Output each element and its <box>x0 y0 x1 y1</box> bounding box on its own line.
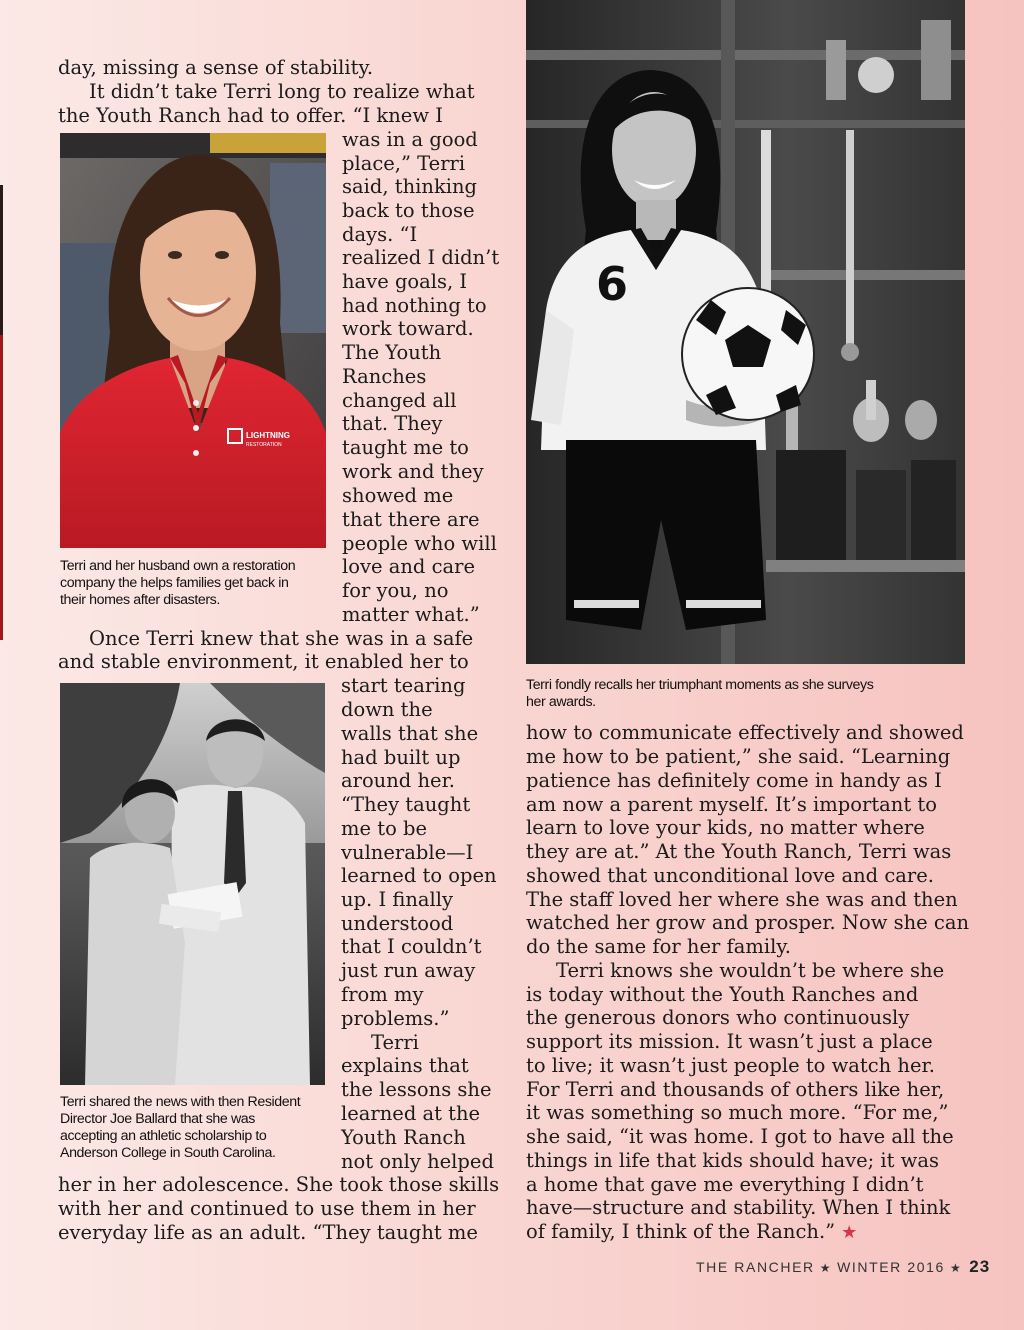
text-line: that I couldn’t <box>341 935 482 958</box>
text-line: support its mission. It wasn’t just a place <box>526 1030 933 1053</box>
text-line: problems.” <box>341 1007 450 1030</box>
publication-name: THE RANCHER <box>696 1259 815 1275</box>
text-line: learn to love your kids, no matter where <box>526 816 925 839</box>
star-icon: ★ <box>819 1261 833 1275</box>
text-line: realized I didn’t <box>342 246 500 269</box>
text-line: everyday life as an adult. “They taught me <box>58 1221 478 1244</box>
text-line: just run away <box>341 959 476 982</box>
text-line: me to be <box>341 817 428 840</box>
text-line: showed me <box>342 484 454 507</box>
text-line: of family, I think of the Ranch.” <box>526 1220 836 1243</box>
text-line: me how to be patient,” she said. “Learning <box>526 745 951 768</box>
text-line: The staff loved her where she was and then <box>526 888 958 911</box>
text-line: up. I finally <box>341 888 454 911</box>
text-line: explains that <box>341 1054 469 1077</box>
text-line: the generous donors who continuously <box>526 1006 910 1029</box>
text-line: with her and continued to use them in her <box>58 1197 476 1220</box>
text-line: do the same for her family. <box>526 935 791 958</box>
caption-line: their homes after disasters. <box>60 592 220 608</box>
page-edge-red-strip <box>0 335 3 640</box>
text-line: things in life that kids should have; it was <box>526 1149 939 1172</box>
text-line: Once Terri knew that she was in a safe <box>89 627 474 650</box>
text-line: for you, no <box>342 579 449 602</box>
text-line: taught me to <box>342 436 469 459</box>
text-line: she said, “it was home. I got to have all the <box>526 1125 954 1148</box>
text-line: around her. <box>341 769 455 792</box>
text-line: days. “I <box>342 223 418 246</box>
page-footer <box>696 1257 990 1277</box>
text-line: that there are <box>342 508 480 531</box>
text-line: to live; it wasn’t just people to watch her. <box>526 1054 935 1077</box>
text-line: Terri knows she wouldn’t be where she <box>556 959 945 982</box>
text-line: had built up <box>341 746 461 769</box>
text-line: not only helped <box>341 1150 494 1173</box>
text-line: learned to open <box>341 864 497 887</box>
star-icon: ★ <box>949 1261 963 1275</box>
text-line: am now a parent myself. It’s important to <box>526 793 937 816</box>
caption-line: accepting an athletic scholarship to <box>60 1128 267 1144</box>
text-line: place,” Terri <box>342 152 466 175</box>
photo-terri-red-polo <box>60 133 326 548</box>
text-line: work toward. <box>342 317 474 340</box>
text-line: they are at.” At the Youth Ranch, Terri was <box>526 840 952 863</box>
text-line: Ranches <box>342 365 427 388</box>
text-line: The Youth <box>342 341 442 364</box>
issue-name: WINTER 2016 <box>837 1259 945 1275</box>
text-line: patience has definitely come in handy as I <box>526 769 942 792</box>
text-line: showed that unconditional love and care. <box>526 864 934 887</box>
text-line: watched her grow and prosper. Now she can <box>526 911 970 934</box>
caption-line: company the helps families get back in <box>60 575 289 591</box>
text-line: matter what.” <box>342 603 480 626</box>
text-line: understood <box>341 912 454 935</box>
text-line: have goals, I <box>342 270 468 293</box>
text-line: and stable environment, it enabled her to <box>58 650 469 673</box>
text-line: was in a good <box>342 128 478 151</box>
end-star-icon: ★ <box>841 1222 858 1243</box>
text-line: from my <box>341 983 424 1006</box>
text-line: people who will <box>342 532 497 555</box>
text-line: that. They <box>342 412 443 435</box>
text-line: Terri <box>371 1031 419 1054</box>
text-line: her in her adolescence. She took those skills <box>58 1173 500 1196</box>
text-line: the Youth Ranch had to offer. “I knew I <box>58 104 443 127</box>
text-line: how to communicate effectively and showed <box>526 721 964 744</box>
page-edge-dark-strip <box>0 185 3 335</box>
text-line: the lessons she <box>341 1078 492 1101</box>
text-line: down the <box>341 698 433 721</box>
text-line: walls that she <box>341 722 479 745</box>
caption-line: her awards. <box>526 694 596 710</box>
text-line: a home that gave me everything I didn’t <box>526 1173 924 1196</box>
text-line: “They taught <box>341 793 471 816</box>
caption-line: Terri and her husband own a restoration <box>60 558 296 574</box>
text-line: learned at the <box>341 1102 481 1125</box>
page-number: 23 <box>969 1257 991 1276</box>
shirt-logo-text: LIGHTNING <box>246 431 290 440</box>
text-line: For Terri and thousands of others like her, <box>526 1078 945 1101</box>
text-line: start tearing <box>341 674 466 697</box>
text-line: had nothing to <box>342 294 487 317</box>
caption-line: Terri shared the news with then Resident <box>60 1094 301 1110</box>
shirt-logo-subtext: RESTORATION <box>246 442 282 448</box>
caption-line: Anderson College in South Carolina. <box>60 1145 276 1161</box>
photo-terri-with-director <box>60 683 325 1085</box>
text-line: back to those <box>342 199 475 222</box>
text-line: Youth Ranch <box>341 1126 466 1149</box>
photo-terri-soccer-trophies <box>526 0 965 664</box>
text-line: day, missing a sense of stability. <box>58 56 374 79</box>
text-line: is today without the Youth Ranches and <box>526 983 919 1006</box>
jersey-number: 6 <box>596 257 629 311</box>
caption-line: Terri fondly recalls her triumphant moments as she surveys <box>526 677 874 693</box>
caption-line: Director Joe Ballard that she was <box>60 1111 255 1127</box>
text-line: It didn’t take Terri long to realize what <box>89 80 475 103</box>
text-line: it was something so much more. “For me,” <box>526 1101 949 1124</box>
text-line: love and care <box>342 555 476 578</box>
text-line: said, thinking <box>342 175 478 198</box>
text-line: have—structure and stability. When I think <box>526 1196 951 1219</box>
text-line: changed all <box>342 389 457 412</box>
text-line: work and they <box>342 460 484 483</box>
text-line-last <box>526 1220 857 1245</box>
text-line: vulnerable—I <box>341 841 474 864</box>
